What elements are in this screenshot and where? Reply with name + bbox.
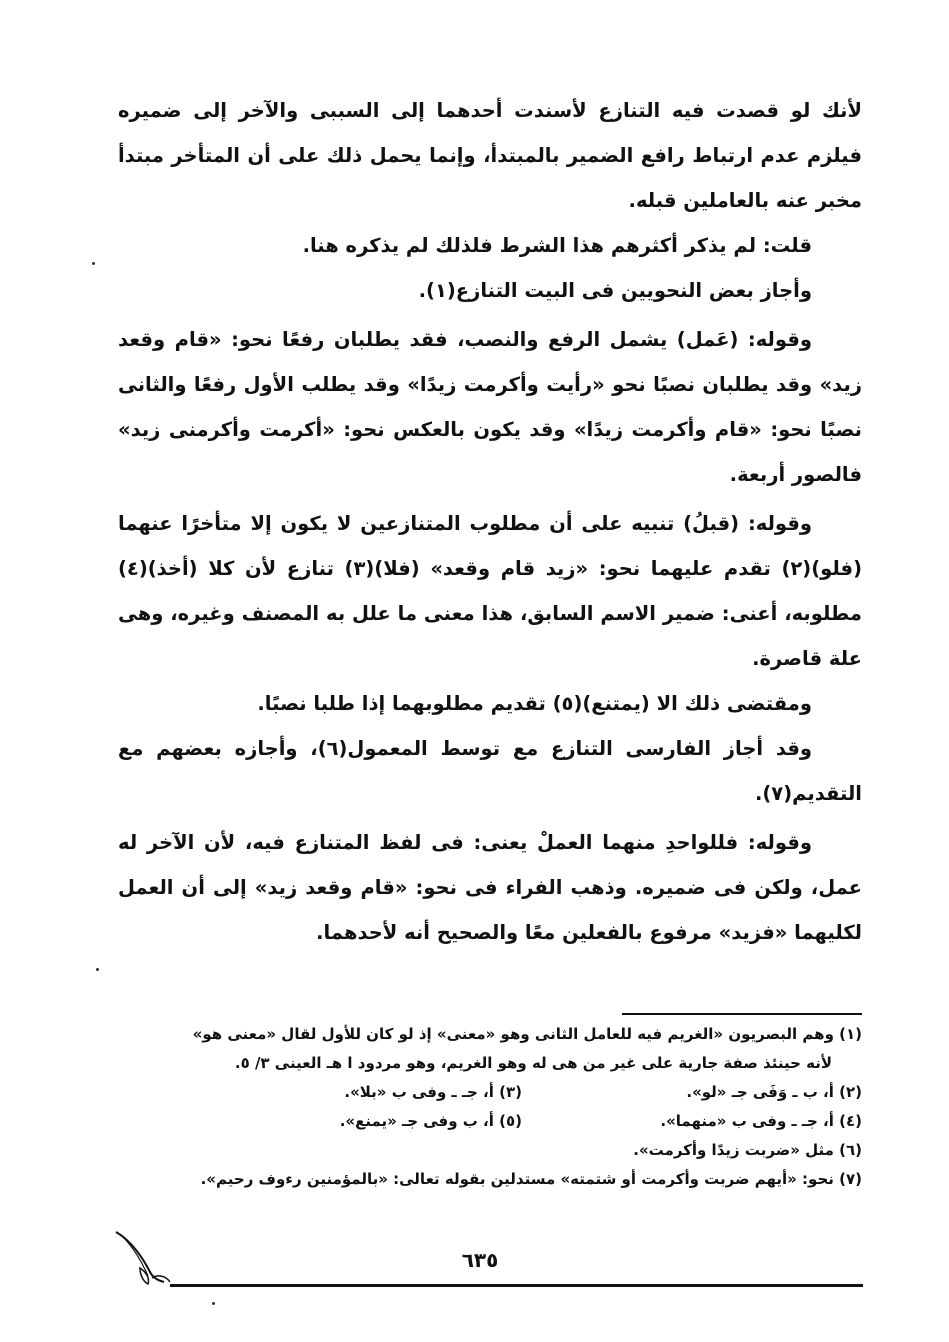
footnote-5: (٥) أ، ب وفى جـ «يمنع».: [339, 1112, 522, 1130]
paragraph-6: ومقتضى ذلك الا (يمتنع)(٥) تقديم مطلوبهما إذا طلبا نصبًا.: [257, 692, 812, 715]
footnote-6: (٦) مثل «ضربت زيدًا وأكرمت».: [633, 1141, 862, 1159]
page-number: ٦٣٥: [461, 1248, 499, 1272]
bottom-rule: [170, 1284, 863, 1287]
footnote-7: (٧) نحو: «أيهم ضربت وأكرمت أو شتمته» مستدلين بقوله تعالى: «بالمؤمنين رءوف رحيم».: [200, 1170, 862, 1188]
footnote-3: (٣) أ، جـ ـ وفى ب «بلا».: [344, 1083, 522, 1101]
scan-speck: [96, 968, 99, 971]
footnote-separator: [622, 1013, 862, 1015]
footnotes: [118, 1020, 862, 1194]
paragraph-8: وقوله: فللواحدِ منهما العملْ يعنى: فى لفظ المتنازع فيه، لأن الآخر له عمل، ولكن فى ضميره. وذهب الفراء فى نحو: «قام وقعد زيد» إلى أن العمل لكليهما «فزيد» مرفوع بالفعلين معًا والصحيح أنه لأحدهما.: [118, 831, 862, 944]
scan-speck: [92, 262, 95, 265]
scan-speck: [212, 1302, 215, 1305]
paragraph-3: وأجاز بعض النحويين فى البيت التنازع(١).: [418, 279, 812, 302]
main-text: [118, 88, 862, 955]
paragraph-1: لأنك لو قصدت فيه التنازع لأسندت أحدهما إلى السببى والآخر إلى ضميره فيلزم عدم ارتباط رافع الضمير بالمبتدأ، وإنما يحمل ذلك على أن المتأخر مبتدأ مخبر عنه بالعاملين قبله.: [118, 99, 862, 212]
paragraph-2: قلت: لم يذكر أكثرهم هذا الشرط فلذلك لم يذكره هنا.: [302, 234, 812, 257]
paragraph-7: وقد أجاز الفارسى التنازع مع توسط المعمول(٦)، وأجازه بعضهم مع التقديم(٧).: [118, 737, 862, 805]
footnote-4: (٤) أ، جـ ـ وفى ب «منهما».: [660, 1112, 862, 1130]
footnote-row-2-3: [118, 1078, 862, 1107]
footnote-1-continued: لأنه حينئذ صفة جارية على غير من هى له وهو الغريم، وهو مردود ا هـ العينى ٣/ ٥.: [234, 1054, 832, 1072]
footnote-1: (١) وهم البصريون «الغريم فيه للعامل الثانى وهو «معنى» إذ لو كان للأول لقال «معنى هو»: [192, 1025, 862, 1043]
paragraph-4: وقوله: (عَمل) يشمل الرفع والنصب، فقد يطلبان رفعًا نحو: «قام وقعد زيد» وقد يطلبان نصبًا نحو «رأيت وأكرمت زيدًا» وقد يطلب الأول رفعًا والثانى نصبًا نحو: «قام وأكرمت زيدًا» وقد يكون بالعكس نحو: «أكرمت وأكرمنى زيد» فالصور أربعة.: [118, 328, 862, 486]
paragraph-5: وقوله: (قبلُ) تنبيه على أن مطلوب المتنازعين لا يكون إلا متأخرًا عنهما (فلو)(٢) تقدم عليهما نحو: «زيد قام وقعد» (فلا)(٣) تنازع لأن كلا (أخذ)(٤) مطلوبه، أعنى: ضمير الاسم السابق، هذا معنى ما علل به المصنف وغيره، وهى علة قاصرة.: [118, 512, 862, 670]
quill-ornament-icon: [112, 1226, 182, 1290]
footnote-2: (٢) أ، ب ـ وَفَى جـ «لو».: [686, 1083, 862, 1101]
footnote-row-4-5: [118, 1107, 862, 1136]
